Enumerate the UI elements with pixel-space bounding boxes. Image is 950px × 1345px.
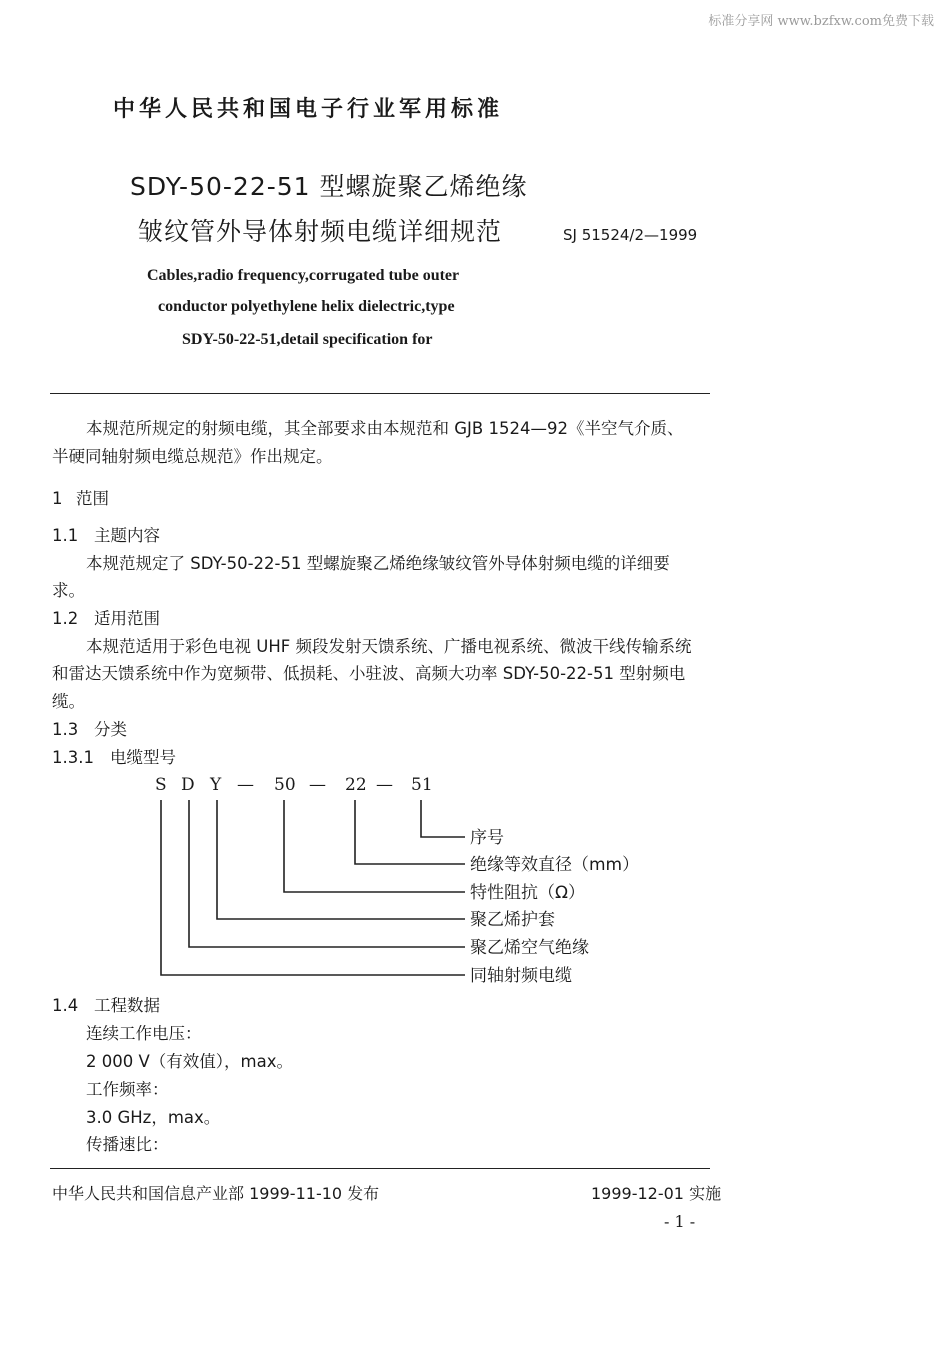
standard-number: SJ 51524/2—1999 (563, 226, 698, 244)
diagram-label: 同轴射频电缆 (470, 966, 572, 986)
section-1-4-line5: 传播速比： (86, 1135, 169, 1154)
section-title: 工程数据 (94, 996, 160, 1015)
connector-line (189, 800, 465, 947)
code-part: 51 (411, 775, 433, 795)
page-number: - 1 - (664, 1212, 696, 1231)
connector-line (355, 800, 465, 864)
code-part: D (181, 775, 195, 795)
code-part: S (155, 775, 167, 795)
section-number: 1.2 (52, 609, 79, 628)
section-1-1-line2: 求。 (52, 581, 85, 600)
section-title: 适用范围 (94, 609, 160, 628)
diagram-label: 聚乙烯空气绝缘 (470, 938, 589, 958)
diagram-label: 特性阻抗（Ω） (470, 883, 585, 903)
code-part: 50 (274, 775, 296, 795)
footer-rule (50, 1168, 710, 1169)
section-title: 电缆型号 (110, 748, 176, 767)
code-part: — (237, 775, 254, 795)
watermark: 标准分享网 www.bzfxw.com免费下载 (708, 14, 934, 29)
section-1-2-line2: 和雷达天馈系统中作为宽频带、低损耗、小驻波、高频大功率 SDY-50-22-51 型射频电 (52, 664, 686, 683)
ministry-standard-title: 中华人民共和国电子行业军用标准 (113, 97, 504, 122)
diagram-label: 绝缘等效直径（mm） (470, 855, 640, 875)
diagram-label: 聚乙烯护套 (470, 910, 555, 930)
section-1-4-line4: 3.0 GHz，max。 (86, 1108, 221, 1127)
connector-line (421, 800, 465, 837)
connector-line (284, 800, 465, 892)
section-1-1-line1: 本规范规定了 SDY-50-22-51 型螺旋聚乙烯绝缘皱纹管外导体射频电缆的详细要 (86, 554, 670, 573)
section-1-4-heading (52, 992, 160, 1016)
code-part: Y (210, 775, 222, 795)
section-title: 范围 (76, 489, 109, 508)
intro-line2: 半硬同轴射频电缆总规范》作出规定。 (52, 447, 333, 466)
section-title: 主题内容 (94, 526, 160, 545)
section-title: 分类 (94, 720, 127, 739)
code-part: — (376, 775, 393, 795)
section-number: 1 (52, 489, 63, 508)
connector-line (161, 800, 465, 975)
title-cn-line2: 皱纹管外导体射频电缆详细规范 (138, 217, 503, 246)
code-part: 22 (345, 775, 367, 795)
title-en-line3: SDY-50-22-51,detail specification for (182, 331, 433, 348)
section-number: 1.3.1 (52, 748, 94, 767)
code-part: — (309, 775, 326, 795)
section-1-4-line2: 2 000 V（有效值），max。 (86, 1052, 293, 1071)
diagram-label: 序号 (470, 828, 504, 848)
footer-implemented: 1999-12-01 实施 (591, 1184, 722, 1203)
title-en-line1: Cables,radio frequency,corrugated tube outer (147, 267, 460, 284)
section-number: 1.3 (52, 720, 79, 739)
section-1-4-line3: 工作频率： (86, 1080, 169, 1099)
title-cn-line1: SDY-50-22-51 型螺旋聚乙烯绝缘 (130, 172, 528, 201)
intro-line1: 本规范所规定的射频电缆，其全部要求由本规范和 GJB 1524—92《半空气介质、 (86, 419, 684, 438)
section-1-2-line3: 缆。 (52, 692, 85, 711)
footer-issued: 中华人民共和国信息产业部 1999-11-10 发布 (52, 1184, 380, 1203)
connector-line (217, 800, 465, 919)
section-number: 1.1 (52, 526, 79, 545)
title-en-line2: conductor polyethylene helix dielectric,type (158, 298, 455, 315)
section-number: 1.4 (52, 996, 79, 1015)
section-1-2-line1: 本规范适用于彩色电视 UHF 频段发射天馈系统、广播电视系统、微波干线传输系统 (86, 637, 692, 656)
section-1-4-line1: 连续工作电压： (86, 1024, 202, 1043)
